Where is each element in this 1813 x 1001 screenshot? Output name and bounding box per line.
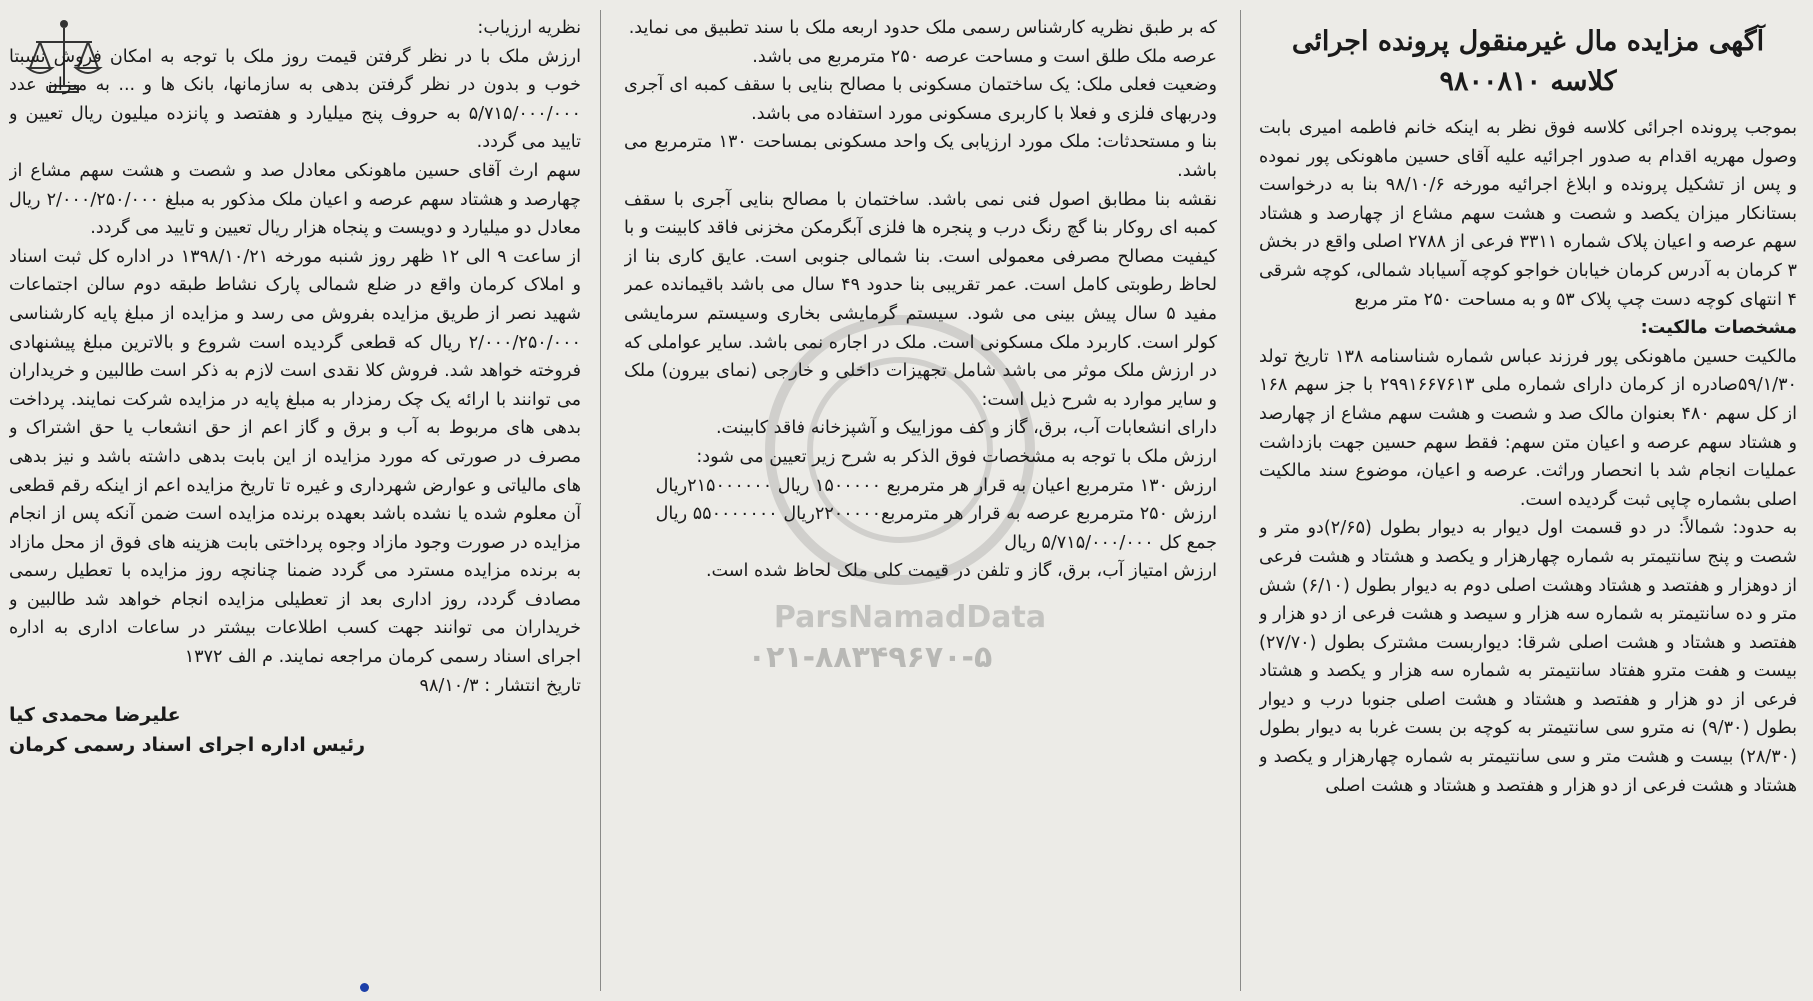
notice-title: آگهی مزایده مال غیرمنقول پرونده اجرائی کلاسه ۹۸۰۰۸۱۰ <box>1291 26 1765 97</box>
text-paragraph: دارای انشعابات آب، برق، گاز و کف موزاییک و آشپزخانه فاقد کابینت. <box>715 418 1217 439</box>
appraisal-heading: نظریه ارزیاب: <box>477 18 581 38</box>
watermark-brand: ParsNamadData <box>773 600 1047 635</box>
ink-dot <box>360 983 369 992</box>
valuation-line: ارزش ۱۳۰ مترمربع اعیان به قرار هر مترمربع ۱۵۰۰۰۰۰ ریال ۲۱۵۰۰۰۰۰۰ریال <box>655 475 1217 496</box>
watermark-phone: ۰۲۱-۸۸۳۴۹۶۷۰-۵ <box>747 640 993 675</box>
text-paragraph: ارزش ملک با توجه به مشخصات فوق الذکر به شرح زیر تعیین می شود: <box>696 446 1217 467</box>
valuation-total: جمع کل ۵/۷۱۵/۰۰۰/۰۰۰ ریال <box>1004 532 1217 553</box>
text-paragraph: بنا و مستحدثات: ملک مورد ارزیابی یک واحد مسکونی بمساحت ۱۳۰ مترمربع می باشد. <box>624 132 1217 181</box>
publication-date: تاریخ انتشار : ۹۸/۱۰/۳ <box>419 675 581 696</box>
text-paragraph: نقشه بنا مطابق اصول فنی نمی باشد. ساختمان با مصالح بنایی آجری با سقف کمبه ای روکار بنا گچ رنگ درب و پنجره ها فلزی آبگرمکن مخزنی فاقد کابینت و با کیفیت مصالح مصرفی معمولی است. بنا شمالی جنوبی است. عایق کاری بنا از لحاظ رطوبتی کامل است. عمر تقریبی بنا حدود ۴۹ سال می باشد باقیمانده عمر مفید ۵ سال پیش بینی می شود. سیستم گرمایشی بخاری وسیستم سرمایشی کولر است. کاربرد ملک مسکونی است. ملک در اجاره نمی باشد. سایر عواملی که در ارزش ملک موثر می باشد شامل تجهیزات داخلی و خارجی (نمای بیرون) ملک و سایر موارد به شرح ذیل است: <box>624 189 1217 410</box>
text-paragraph: ارزش ملک با در نظر گرفتن قیمت روز ملک با توجه به امکان فروش نسبتا خوب و بدون در نظر گرفتن بدهی به سازمانها، بانک ها و ... به میزان عدد ۵/۷۱۵/۰۰۰/۰۰۰ به حروف پنج میلیارد و هفتصد و پانزده میلیون ریال تعیین و تایید می گردد. <box>9 46 581 153</box>
ownership-paragraph: مالکیت حسین ماهونکی پور فرزند عباس شماره شناسنامه ۱۳۸ تاریخ تولد ۵۹/۱/۳۰صادره از کرمان دارای شماره ملی ۲۹۹۱۶۶۷۶۱۳ با جز سهم ۱۶۸ از کل سهم ۴۸۰ بعنوان مالک صد و شصت و هشت سهم مشاع از چهارصد و هشتاد سهم عرصه و اعیان متن سهم: فقط سهم حسین جهت بازداشت عملیات انجام شد با انحصار وراثت. عرصه و اعیان، موضوع سند مالکیت اصلی بشماره چاپی ثبت گردیده است. <box>1259 346 1797 510</box>
text-paragraph: که بر طبق نظریه کارشناس رسمی ملک حدود اربعه ملک با سند تطبیق می نماید. <box>628 18 1217 38</box>
signer-name: علیرضا محمدی کیا <box>9 704 181 727</box>
text-paragraph: وضعیت فعلی ملک: یک ساختمان مسکونی با مصالح بنایی با سقف کمبه ای آجری ودربهای فلزی و فعلا با کاربری مسکونی مورد استفاده می باشد. <box>624 75 1217 124</box>
text-paragraph: عرصه ملک طلق است و مساحت عرصه ۲۵۰ مترمربع می باشد. <box>752 46 1217 67</box>
column-divider <box>1240 10 1241 991</box>
text-paragraph: ارزش امتیاز آب، برق، گاز و تلفن در قیمت کلی ملک لحاظ شده است. <box>705 561 1217 582</box>
valuation-line: ارزش ۲۵۰ مترمربع عرصه به قرار هر مترمربع۲۲۰۰۰۰۰ریال ۵۵۰۰۰۰۰۰۰ ریال <box>655 504 1217 525</box>
right-column <box>1259 14 1797 993</box>
ownership-heading: مشخصات مالکیت: <box>1640 318 1797 339</box>
left-column <box>9 14 581 993</box>
column-divider <box>600 10 601 991</box>
intro-paragraph: بموجب پرونده اجرائی کلاسه فوق نظر به اینکه خانم فاطمه امیری بابت وصول مهریه اقدام به صدور اجرائیه علیه آقای حسین ماهونکی پور نموده و پس از تشکیل پرونده و ابلاغ اجرائیه مورخه ۹۸/۱۰/۶ بنا به درخواست بستانکار میزان یکصد و شصت و هشت سهم مشاع از چهارصد و هشتاد سهم عرصه و اعیان پلاک شماره ۳۳۱۱ فرعی از ۲۷۸۸ اصلی واقع در بخش ۳ کرمان به آدرس کرمان خیابان خواجو کوچه آسیاباد شمالی، کوچه شرقی ۴ انتهای کوچه دست چپ پلاک ۵۳ و به مساحت ۲۵۰ متر مربع <box>1259 118 1797 310</box>
auction-details-paragraph: از ساعت ۹ الی ۱۲ ظهر روز شنبه مورخه ۱۳۹۸/۱۰/۲۱ در اداره کل ثبت اسناد و املاک کرمان واقع در ضلع شمالی پارک نشاط طبقه دوم سالن اجتماعات شهید نصر از طریق مزایده بفروش می رسد و مزایده از مبلغ پایه کارشناسی ۲/۰۰۰/۲۵۰/۰۰۰ ریال که قطعی گردیده است شروع و بالاترین مبلغ پیشنهادی فروخته خواهد شد. فروش کلا نقدی است لازم به ذکر است طالبین و خریداران می توانند با ارائه یک چک رمزدار به مبلغ پایه در مزایده شرکت نمایند. پرداخت بدهی های مربوط به آب و برق و گاز اعم از حق انشعاب یا حق اشتراک و مصرف در صورتی که مورد مزایده از این بابت بدهی داشته باشد و نیز بدهی های مالیاتی و عوارض شهرداری و غیره تا تاریخ مزایده اعم از اینکه رقم قطعی آن معلوم شده یا نشده باشد بعهده برنده مزایده است ضمن آنکه پس از انجام مزایده در صورت وجود مازاد وجوه پرداختی بابت هزینه های فوق از محل مازاد به برنده مزایده مسترد می گردد ضمنا چنانچه روز مزایده با تعطیل رسمی مصادف گردد، روز اداری بعد از تعطیلی مزایده انجام خواهد شد طالبین و خریداران می توانند جهت کسب اطلاعات بیشتر در ساعات اداری به اداره اجرای اسناد رسمی کرمان مراجعه نمایند. م الف ۱۳۷۲ <box>9 246 581 668</box>
signer-title: رئیس اداره اجرای اسناد رسمی کرمان <box>9 734 366 757</box>
middle-column <box>624 14 1217 993</box>
boundaries-paragraph: به حدود: شمالاً: در دو قسمت اول دیوار به دیوار بطول (۲/۶۵)دو متر و شصت و پنج سانتیمتر به شماره چهارهزار و یکصد و هشتاد و هشت فرعی از دوهزار و هفتصد و هشتاد وهشت اصلی دوم به دیوار بطول (۶/۱۰) شش متر و ده سانتیمتر به شماره سه هزار و سیصد و هشت فرعی از دو هزار و هفتصد و هشتاد و هشت اصلی شرقا: دیواربست مشترک بطول (۲۷/۷۰) بیست و هفت مترو هفتاد سانتیمتر به شماره سه هزار و یکصد و هشتاد فرعی از دو هزار و هفتصد و هشتاد و هشت اصلی جنوبا درب و دیوار بطول (۹/۳۰) نه مترو سی سانتیمتر به کوچه بن بست غربا به دیوار بطول (۲۸/۳۰) بیست و هشت متر و سی سانتیمتر به شماره چهارهزار و یکصد و هشتاد و هشت فرعی از دو هزار و هفتصد و هشتاد و هشت اصلی <box>1259 518 1797 796</box>
text-paragraph: سهم ارث آقای حسین ماهونکی معادل صد و شصت و هشت سهم مشاع از چهارصد و هشتاد سهم عرصه و اعیان ملک مذکور به مبلغ ۲/۰۰۰/۲۵۰/۰۰۰ ریال معادل دو میلیارد و دویست و پنجاه هزار ریال تعیین و تایید می گردد. <box>9 160 581 239</box>
